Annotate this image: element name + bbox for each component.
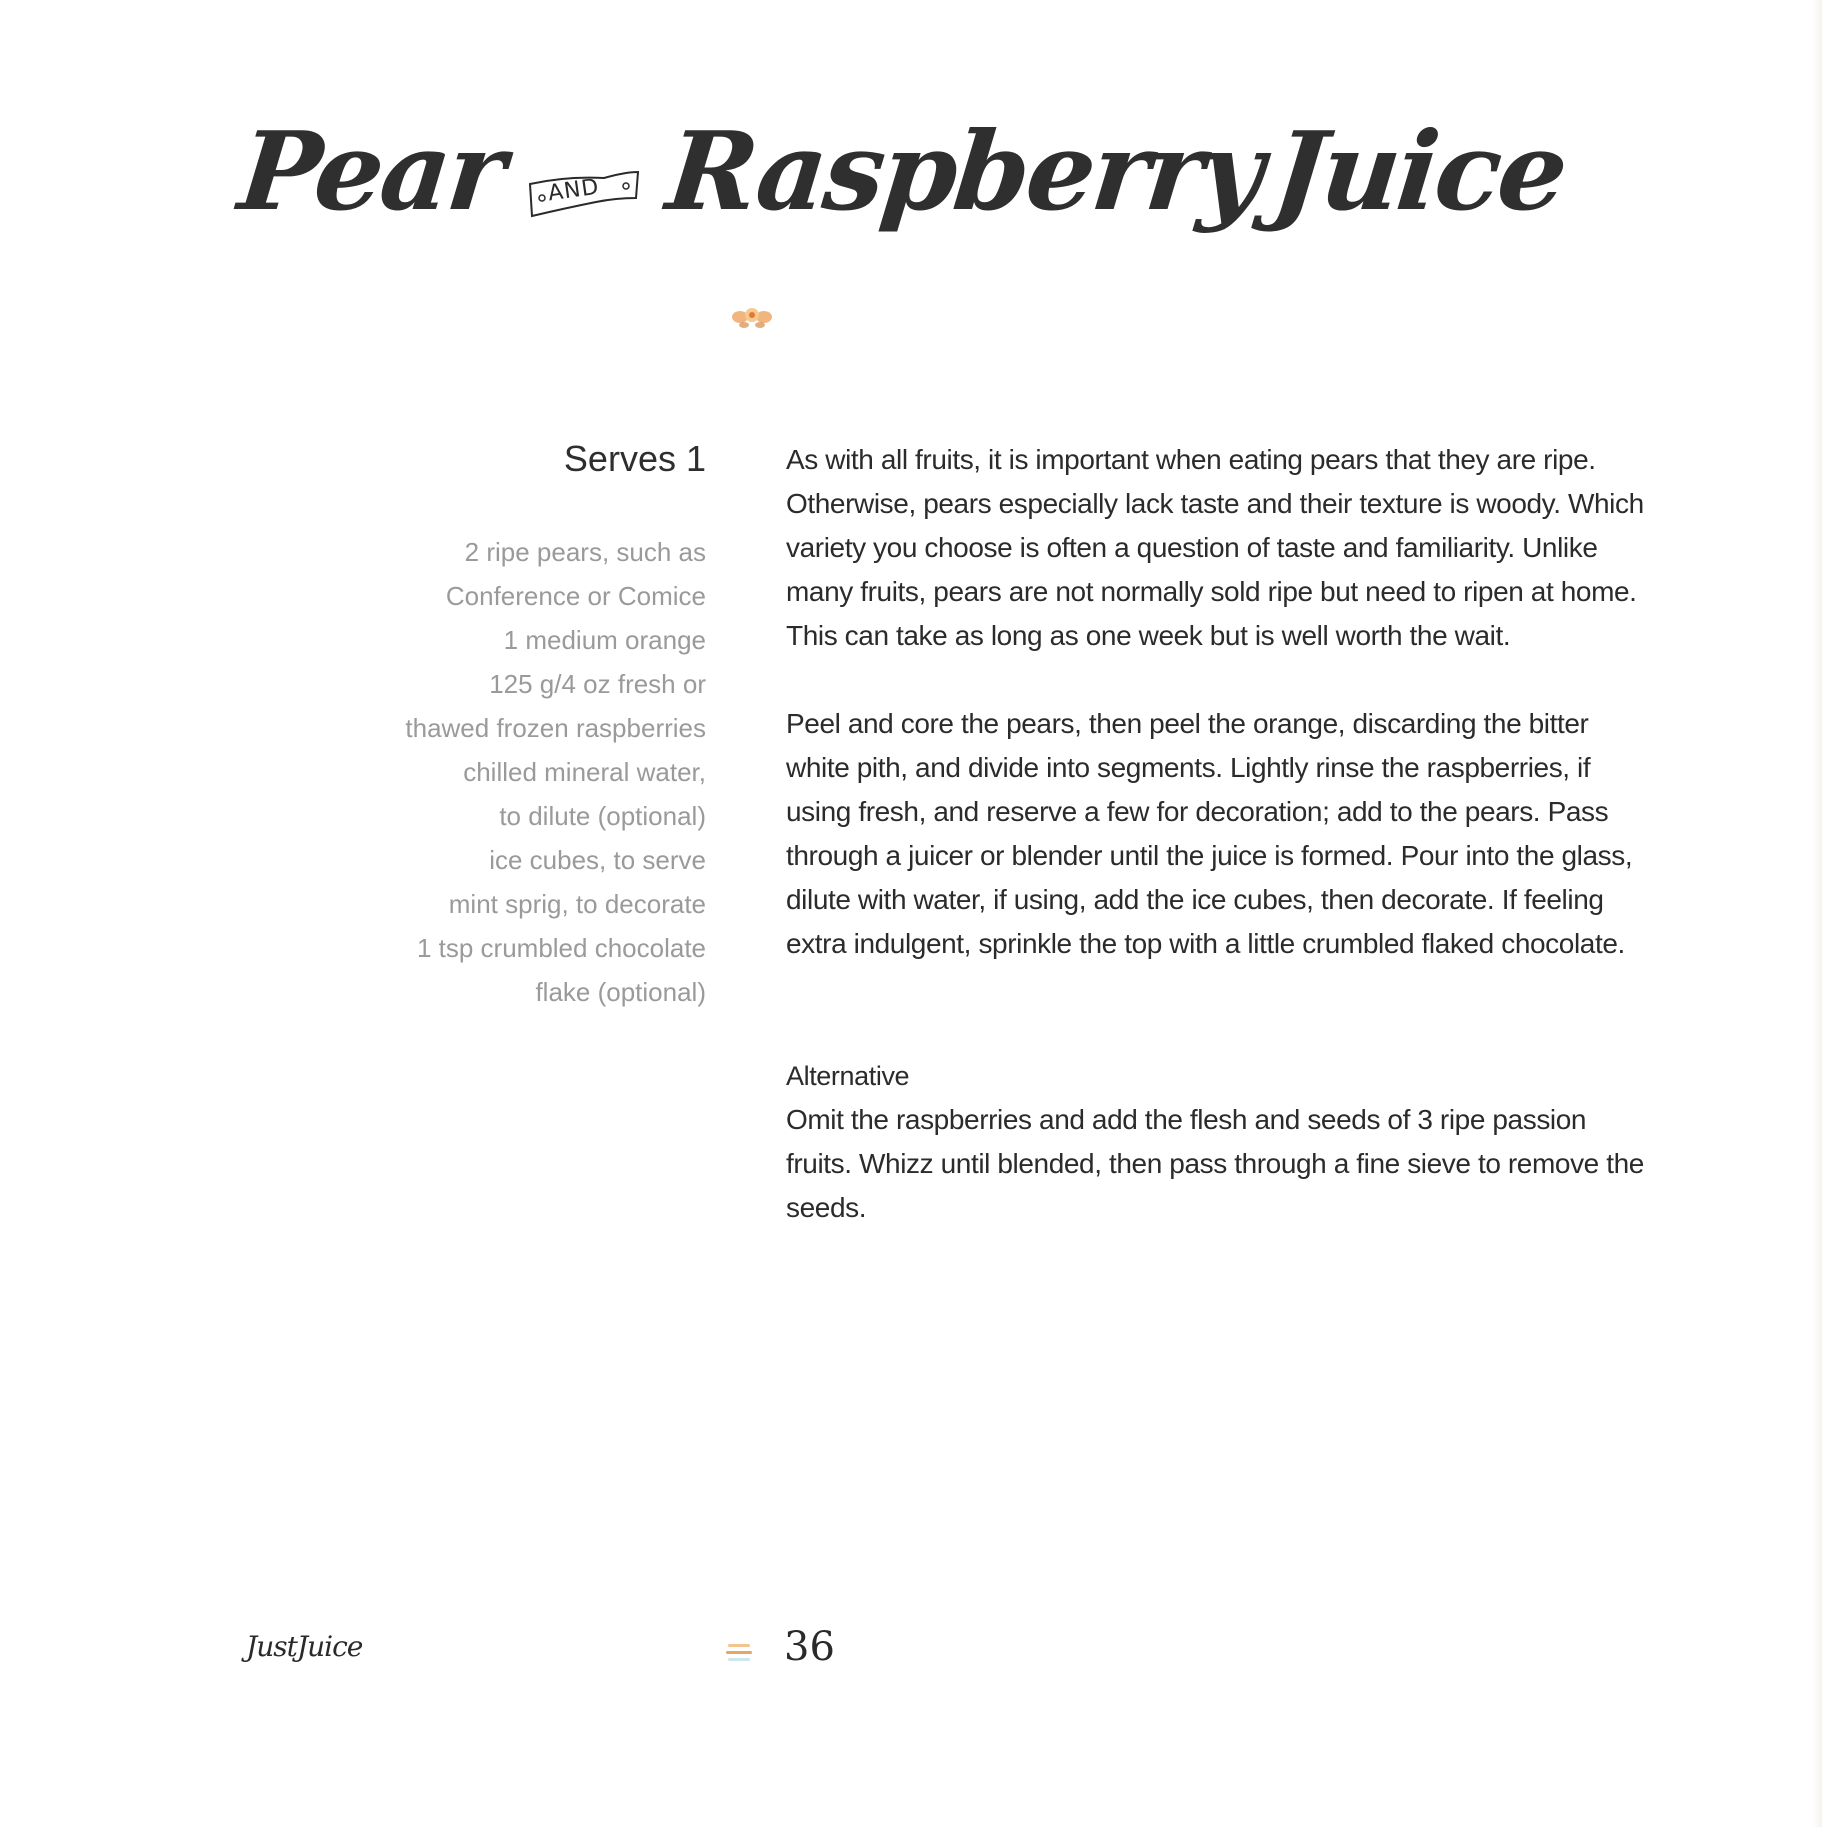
recipe-title [233,109,1571,235]
ingredient-line: 2 ripe pears, such as [464,537,706,567]
ingredient-line: 125 g/4 oz fresh or [489,669,706,699]
alternative-heading: Alternative [786,1061,910,1091]
ingredient-line: to dilute (optional) [499,801,706,831]
title-word-juice: Juice [1267,109,1571,235]
book-brand-logo: JustJuice [246,1630,363,1663]
page-edge-shadow [1812,0,1822,1827]
ingredient-line: ice cubes, to serve [489,845,706,875]
title-word-pear: Pear [233,109,509,235]
instructions-paragraph: Peel and core the pears, then peel the orange, discarding the bitter white pith, and divide into segments. Lightly rinse the raspberries, if using fresh, and reserve a few for decoration; add to the pears. Pass through a juicer or blender until the juice is formed. Pour into the glass, dilute with water, if using, add the ice cubes, then decorate. If feeling extra indulgent, sprinkle the top with a little crumbled flaked chocolate. [786,708,1633,959]
ingredient-line: chilled mineral water, [463,757,706,787]
title-word-raspberry: Raspberry [661,109,1267,235]
ingredient-line: 1 medium orange [503,625,706,655]
footer-ornament-icon [726,1640,756,1664]
and-banner [526,168,642,218]
ingredient-line: 1 tsp crumbled chocolate [416,933,706,963]
alternative-paragraph: Omit the raspberries and add the flesh and seeds of 3 ripe passion fruits. Whizz until blended, then pass through a fine sieve to remove the seeds. [786,1104,1644,1223]
page-number: 36 [784,1624,835,1670]
intro-paragraph: As with all fruits, it is important when eating pears that they are ripe. Otherwise, pears especially lack taste and their texture is woody. Which variety you choose is often a question of taste and familiarity. Unlike many fruits, pears are not normally sold ripe but need to ripen at home. This can take as long as one week but is well worth the wait. [786,444,1644,651]
ingredient-line: thawed frozen raspberries [405,713,706,743]
ingredient-line: mint sprig, to decorate [448,889,706,919]
ingredient-line: flake (optional) [535,977,706,1007]
serves-label: Serves 1 [563,438,706,479]
ingredient-line: Conference or Comice [445,581,706,611]
floral-ornament-icon [730,305,774,331]
method-column [786,438,1646,1230]
and-label: AND [546,174,601,207]
ingredient-list [405,530,706,1014]
